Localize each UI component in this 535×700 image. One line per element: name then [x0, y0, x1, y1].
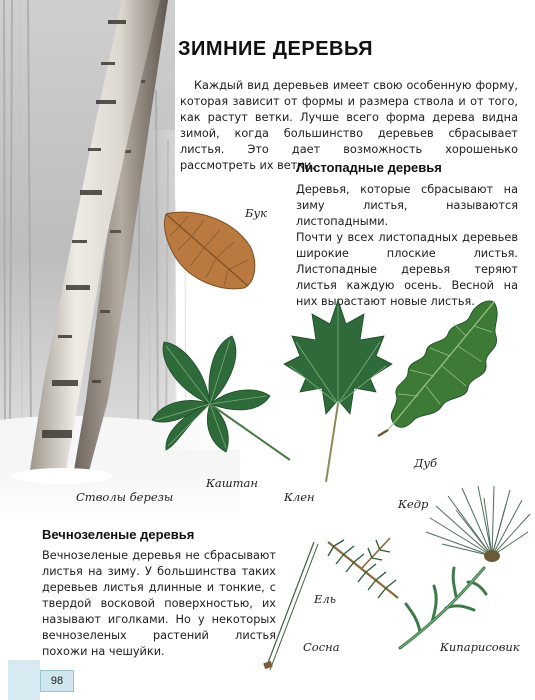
- cypress-twig-image: [394, 560, 490, 652]
- evergreen-paragraph: Вечнозеленые деревья не сбрасывают листья на зиму. У большинства таких деревьев листья длинные и тонкие, с твердой восковой поверхностью, их называют иголками. Но у некоторых вечнозеленых растений листья похожи на чешуйки.: [42, 549, 276, 658]
- cedar-needles-image: [422, 484, 532, 564]
- caption-cypress: Кипарисовик: [440, 640, 520, 654]
- deciduous-text: [296, 182, 518, 310]
- caption-chestnut: Каштан: [206, 476, 258, 490]
- caption-maple: Клен: [284, 490, 315, 504]
- caption-oak: Дуб: [414, 456, 438, 470]
- evergreen-heading: Вечнозеленые деревья: [42, 527, 195, 542]
- page-title: ЗИМНИЕ ДЕРЕВЬЯ: [178, 38, 373, 60]
- caption-cedar: Кедр: [398, 497, 429, 511]
- deciduous-paragraph-2: Почти у всех листопадных деревьев широкие плоские листья. Листопадные деревья теряют листья каждую осень. Весной на них вырастают новые листья.: [296, 231, 518, 308]
- deciduous-paragraph-1: Деревья, которые сбрасывают на зиму листья, называются листопадными.: [296, 183, 518, 228]
- page-edge-strip: [8, 660, 40, 700]
- page-number: 98: [40, 670, 74, 692]
- caption-beech: Бук: [245, 206, 267, 220]
- deciduous-heading: Листопадные деревья: [296, 160, 442, 175]
- oak-leaf-image: [374, 296, 504, 442]
- caption-pine: Сосна: [303, 640, 340, 654]
- caption-birch: Стволы березы: [76, 490, 174, 504]
- intro-paragraph: Каждый вид деревьев имеет свою особенную форму, которая зависит от формы и размера ствола и от того, как растут ветки. Лучше всего форма дерева видна зимой, когда большинство деревьев сбрасывает листья. Это дает возможность хорошенько рассмотреть их ветки.: [180, 79, 518, 172]
- chestnut-leaf-image: [140, 332, 300, 462]
- evergreen-text: [42, 548, 276, 660]
- caption-spruce: Ель: [314, 592, 336, 606]
